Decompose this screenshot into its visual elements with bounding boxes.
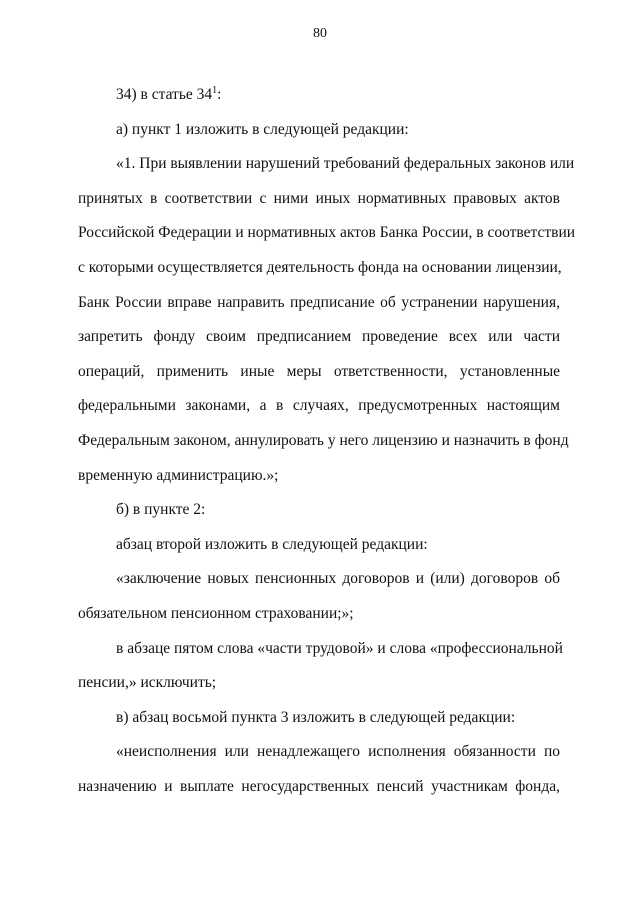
text-line-content: операций, применить иные меры ответственности, установленные xyxy=(78,362,560,380)
document-body xyxy=(78,78,576,804)
text-line-content: «неисполнения или ненадлежащего исполнения обязанности по xyxy=(116,743,560,761)
text-line xyxy=(78,770,560,805)
paragraph xyxy=(78,493,560,528)
text-line-tail: : xyxy=(217,86,222,103)
text-line xyxy=(78,320,560,355)
text-line xyxy=(78,389,560,424)
text-line-content: обязательном пенсионном страховании;»; xyxy=(78,604,354,622)
paragraph xyxy=(78,147,576,493)
paragraph xyxy=(78,701,560,736)
text-line xyxy=(78,216,576,251)
text-line-content: Российской Федерации и нормативных актов Банка России, в соответствии xyxy=(78,224,576,242)
text-line xyxy=(78,666,560,701)
text-line xyxy=(78,286,560,321)
text-line-content: в абзаце пятом слова «части трудовой» и слова «профессиональной xyxy=(116,639,563,657)
text-line-content: с которыми осуществляется деятельность фонда на основании лицензии, xyxy=(78,258,562,276)
article-superscript: 1 xyxy=(212,84,218,96)
text-line-content: «заключение новых пенсионных договоров и (или) договоров об xyxy=(116,570,560,588)
text-line-content: назначению и выплате негосударственных пенсий участникам фонда, xyxy=(78,777,560,795)
text-line-content: Банк России вправе направить предписание об устранении нарушения, xyxy=(78,293,560,311)
paragraph xyxy=(78,78,560,113)
text-line xyxy=(78,147,575,182)
text-line xyxy=(78,562,560,597)
paragraph xyxy=(78,562,560,631)
text-line xyxy=(78,701,560,736)
text-line-content: а) пункт 1 изложить в следующей редакции: xyxy=(116,120,409,138)
text-line xyxy=(78,424,569,459)
text-line-content: федеральными законами, а в случаях, предусмотренных настоящим xyxy=(78,397,560,415)
paragraph xyxy=(78,735,560,804)
text-line xyxy=(78,459,560,494)
text-line-content: б) в пункте 2: xyxy=(116,501,206,519)
paragraph xyxy=(78,528,560,563)
text-line xyxy=(78,355,560,390)
text-line-content: пенсии,» исключить; xyxy=(78,674,217,692)
text-line-content: временную администрацию.»; xyxy=(78,466,279,484)
text-line xyxy=(78,251,560,286)
paragraph xyxy=(78,632,563,701)
text-line-content: принятых в соответствии с ними иных нормативных правовых актов xyxy=(78,189,560,207)
text-line-content: запретить фонду своим предписанием проведение всех или части xyxy=(78,328,560,346)
text-line xyxy=(78,493,560,528)
text-line xyxy=(78,182,560,217)
text-line xyxy=(78,113,560,148)
text-line xyxy=(78,78,560,113)
text-line-content: Федеральным законом, аннулировать у него лицензию и назначить в фонд xyxy=(78,431,569,449)
text-line-content: 34) в статье 34 xyxy=(116,86,213,103)
text-line-content: абзац второй изложить в следующей редакции: xyxy=(116,535,428,553)
text-line xyxy=(78,632,563,667)
page-number: 80 xyxy=(313,26,327,41)
text-line xyxy=(78,597,560,632)
text-line xyxy=(78,528,560,563)
text-line-content: «1. При выявлении нарушений требований федеральных законов или xyxy=(116,155,575,173)
text-line-content: в) абзац восьмой пункта 3 изложить в следующей редакции: xyxy=(116,708,516,726)
text-line xyxy=(78,735,560,770)
paragraph xyxy=(78,113,560,148)
